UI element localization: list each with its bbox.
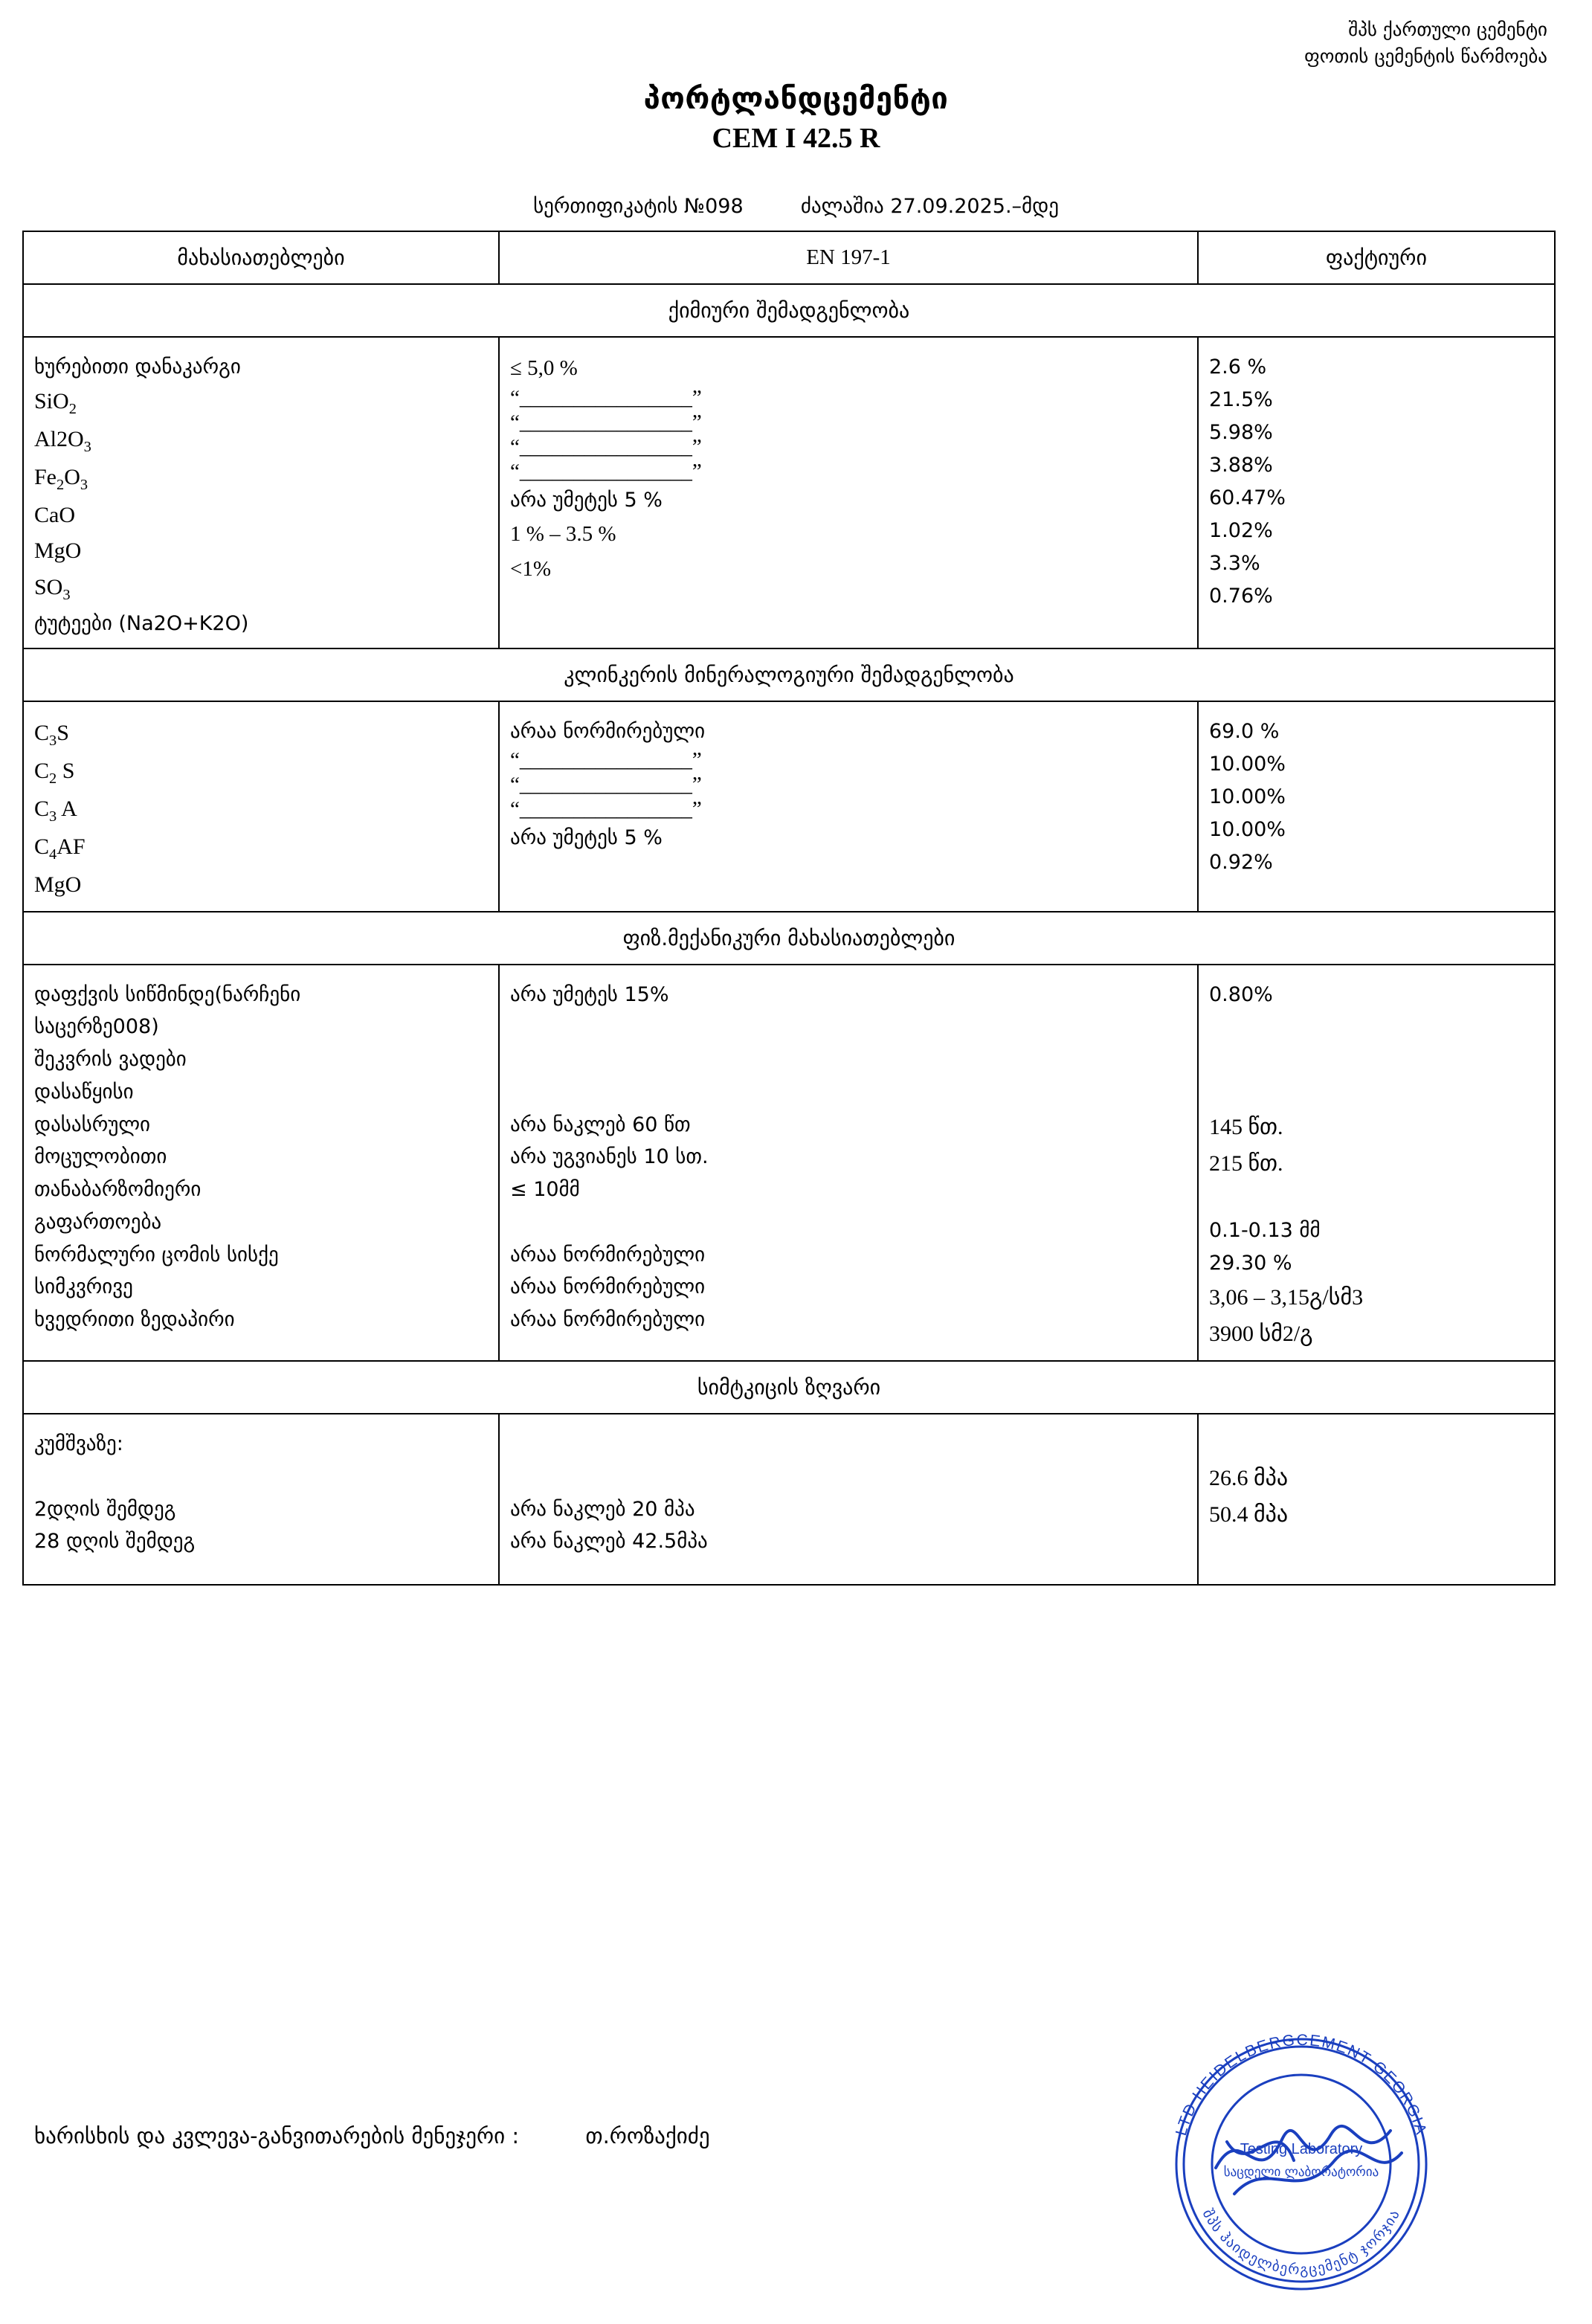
row-name: $C_3$ A <box>34 796 77 825</box>
certificate-validity: ძალაშია 27.09.2025.–მდე <box>800 195 1059 218</box>
row-name: ტუტეები (Na2O+K2O) <box>34 612 249 636</box>
row-value: 3.88% <box>1209 454 1273 477</box>
header-actual: ფაქტიური <box>1198 231 1555 284</box>
row-norm: არა უმეტეს 5 % <box>510 825 663 849</box>
row-value: 10.00% <box>1209 817 1286 841</box>
row-name: $SO_3$ <box>34 575 71 604</box>
section-title-row <box>23 912 1555 965</box>
signature-line <box>34 2123 710 2148</box>
row-norm-empty <box>510 1461 1187 1493</box>
row-value: 3,06 – 3,15გ/სმ3 <box>1209 1285 1364 1310</box>
row-norm: არაა ნორმირებული <box>510 1307 706 1331</box>
row-name: $C_3S$ <box>34 720 69 749</box>
row-norm: “________________” <box>510 796 702 821</box>
product-grade: CEM I 42.5 R <box>712 123 880 154</box>
row-value: 0.80% <box>1209 982 1273 1006</box>
row-name: სიმკვრივე <box>34 1275 133 1299</box>
row-norm: არა უმეტეს 5 % <box>510 488 663 512</box>
row-norm: არა ნაკლებ 60 წთ <box>510 1113 691 1136</box>
row-name-empty <box>34 1461 488 1493</box>
strength-names-cell <box>23 1414 499 1585</box>
row-norm: არაა ნორმირებული <box>510 1275 706 1299</box>
chemical-names-cell <box>23 337 499 648</box>
signatory-role: ხარისხის და კვლევა-განვითარების მენეჯერი : <box>34 2123 520 2148</box>
table-header-row <box>23 231 1555 284</box>
row-value: 21.5% <box>1209 388 1273 411</box>
row-norm-empty <box>510 1043 1187 1076</box>
row-name: დაფქვის სიწმინდე(ნარჩენი <box>34 982 301 1006</box>
document-title-block <box>0 82 1592 155</box>
physical-values-cell <box>1198 965 1555 1362</box>
row-value: 3.3% <box>1209 552 1260 575</box>
svg-text:შპს ჰაიდელბერგცემენტ ჯორჯია: შპს ჰაიდელბერგცემენტ ჯორჯია <box>1199 2206 1404 2279</box>
row-name: $C_2$ S <box>34 758 75 787</box>
certificate-number: სერთიფიკატის №098 <box>533 195 744 218</box>
row-name: $Al2O_3$ <box>34 426 91 455</box>
physical-names-cell <box>23 965 499 1362</box>
official-stamp <box>1145 2008 1457 2320</box>
page-title: პორტლანდცემენტი <box>643 82 949 116</box>
row-name: თანაბარზომიერი <box>34 1178 202 1202</box>
row-norm-empty <box>510 1428 1187 1461</box>
header-characteristics: მახასიათებლები <box>23 231 499 284</box>
row-value: 0.1-0.13 მმ <box>1209 1219 1321 1243</box>
row-norm-empty <box>510 1011 1187 1043</box>
header-standard: EN 197-1 <box>499 231 1198 284</box>
signatory-name: თ.როზაქიძე <box>585 2123 710 2148</box>
strength-norms-cell <box>499 1414 1198 1585</box>
section-title-row <box>23 284 1555 337</box>
row-norm: “________________” <box>510 410 702 434</box>
row-name: მოცულობითი <box>34 1145 167 1169</box>
section-title-row <box>23 1361 1555 1414</box>
row-norm: “________________” <box>510 434 702 459</box>
section-title-strength: სიმტკიცის ზღვარი <box>23 1361 1555 1414</box>
row-value-empty <box>1209 1077 1544 1110</box>
section-body-row <box>23 1414 1555 1585</box>
row-value: 10.00% <box>1209 785 1286 808</box>
row-norm-empty <box>510 1206 1187 1239</box>
row-name: დასაწყისი <box>34 1080 134 1104</box>
row-norm: არა უმეტეს 15% <box>510 982 669 1006</box>
company-name: შპს ქართული ცემენტი <box>1348 19 1547 40</box>
row-value: 3900 სმ2/გ <box>1209 1322 1313 1347</box>
row-norm: “________________” <box>510 772 702 796</box>
mineral-names-cell <box>23 701 499 912</box>
row-name: დასასრული <box>34 1113 151 1136</box>
row-value-empty <box>1209 1533 1544 1566</box>
row-norm: “________________” <box>510 459 702 483</box>
row-name: კუმშვაზე: <box>34 1432 123 1456</box>
strength-values-cell <box>1198 1414 1555 1585</box>
row-value-empty <box>1209 1182 1544 1214</box>
row-value: 50.4 მპა <box>1209 1502 1289 1528</box>
row-norm: არა უგვიანეს 10 სთ. <box>510 1145 709 1169</box>
row-value: 1.02% <box>1209 519 1273 542</box>
row-value: 29.30 % <box>1209 1252 1292 1275</box>
row-name: $C_4AF$ <box>34 834 86 863</box>
row-value: 145 წთ. <box>1209 1114 1283 1139</box>
row-name: ნორმალური ცომის სისქე <box>34 1243 279 1266</box>
section-title-row <box>23 648 1555 701</box>
row-norm: “________________” <box>510 747 702 772</box>
chemical-values-cell <box>1198 337 1555 648</box>
physical-norms-cell <box>499 965 1198 1362</box>
row-value: 215 წთ. <box>1209 1150 1283 1176</box>
row-name: ხვედრითი ზედაპირი <box>34 1307 235 1331</box>
row-value-empty <box>1209 1044 1544 1077</box>
row-name: 2დღის შემდეგ <box>34 1497 176 1521</box>
row-norm: <1% <box>510 556 552 581</box>
section-title-mineralogical: კლინკერის მინერალოგიური შემადგენლობა <box>23 648 1555 701</box>
svg-text:LTD HEIDELBERGCEMENT GEORGIA: LTD HEIDELBERGCEMENT GEORGIA <box>1172 2031 1431 2138</box>
row-name: შეკვრის ვადები <box>34 1048 187 1072</box>
row-name: ხურებითი დანაკარგი <box>34 355 241 379</box>
row-name: $Fe_2O_3$ <box>34 464 88 493</box>
row-name: საცერზე008) <box>34 1015 159 1039</box>
svg-text:საცდელი ლაბორატორია: საცდელი ლაბორატორია <box>1223 2165 1379 2180</box>
row-norm: ≤ 10მმ <box>510 1178 580 1202</box>
row-name: 28 დღის შემდეგ <box>34 1530 196 1554</box>
row-value: 5.98% <box>1209 421 1273 444</box>
row-name: MgO <box>34 538 82 564</box>
section-title-physical: ფიზ.მექანიკური მახასიათებლები <box>23 912 1555 965</box>
row-name: MgO <box>34 872 82 898</box>
row-value: 60.47% <box>1209 486 1286 509</box>
row-value: 0.92% <box>1209 850 1273 874</box>
row-value-empty <box>1209 1011 1544 1044</box>
row-norm-empty <box>510 1076 1187 1109</box>
row-name: CaO <box>34 502 75 527</box>
row-norm: ≤ 5,0 % <box>510 356 578 380</box>
row-value: 2.6 % <box>1209 355 1267 379</box>
company-header <box>1304 16 1547 71</box>
row-value: 0.76% <box>1209 585 1273 608</box>
row-norm: არა ნაკლებ 20 მპა <box>510 1497 695 1521</box>
row-name: გაფართოება <box>34 1210 162 1234</box>
section-title-chemical: ქიმიური შემადგენლობა <box>23 284 1555 337</box>
mineral-values-cell <box>1198 701 1555 912</box>
row-value-empty <box>1209 1428 1544 1461</box>
row-norm: არაა ნორმირებული <box>510 1243 706 1266</box>
row-name: SiO$_2$ <box>34 388 77 417</box>
row-norm: არა ნაკლებ 42.5მპა <box>510 1530 708 1554</box>
row-value: 69.0 % <box>1209 719 1280 743</box>
section-body-row <box>23 337 1555 648</box>
chemical-norms-cell <box>499 337 1198 648</box>
row-norm: არაა ნორმირებული <box>510 719 706 743</box>
svg-text:Testing Laboratory: Testing Laboratory <box>1240 2141 1363 2157</box>
row-value: 10.00% <box>1209 752 1286 776</box>
section-body-row <box>23 701 1555 912</box>
row-norm: 1 % – 3.5 % <box>510 521 616 546</box>
results-table <box>22 231 1556 1586</box>
section-body-row <box>23 965 1555 1362</box>
mineral-norms-cell <box>499 701 1198 912</box>
row-value: 26.6 მპა <box>1209 1466 1289 1491</box>
certificate-line <box>0 195 1592 218</box>
company-plant: ფოთის ცემენტის წარმოება <box>1304 45 1547 68</box>
row-norm: “________________” <box>510 385 702 410</box>
